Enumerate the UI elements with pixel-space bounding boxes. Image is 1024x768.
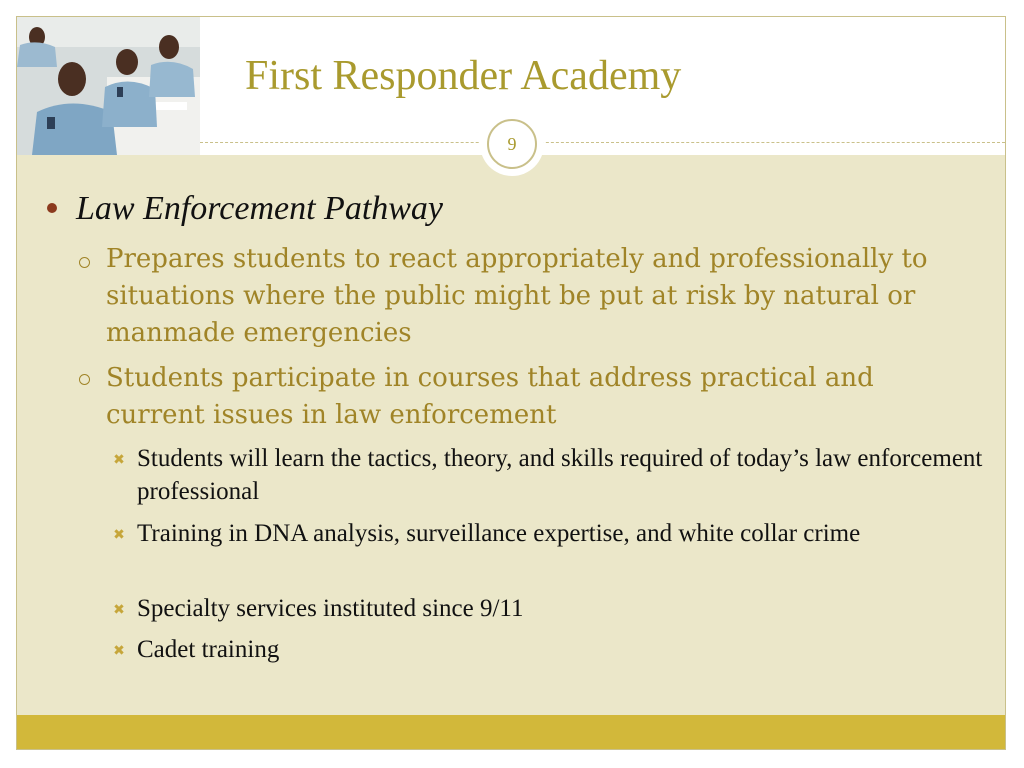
slide-number: 9: [487, 119, 537, 169]
detail-item: Cadet training: [137, 636, 280, 663]
footer-bar: [17, 715, 1005, 749]
cross-bullet-icon: ✖: [113, 602, 125, 618]
detail-item: Training in DNA analysis, surveillance expertise, and white collar crime: [137, 520, 861, 547]
title-divider: [200, 142, 1005, 143]
detail-item: Students will learn the tactics, theory, and skills required of today’s law enforcement professional: [137, 445, 983, 505]
pathway-heading: Law Enforcement Pathway: [76, 190, 444, 227]
header-photo: [17, 17, 200, 155]
hollow-circle-bullet-icon: [79, 257, 90, 268]
bullet-dot-icon: [47, 203, 57, 213]
sub-point: Students participate in courses that address practical and current issues in law enforcement: [106, 363, 874, 430]
students-in-uniform-photo: [17, 17, 200, 155]
content-area: [17, 155, 1005, 715]
cross-bullet-icon: ✖: [113, 643, 125, 659]
detail-item: Specialty services instituted since 9/11: [137, 595, 524, 622]
sub-point: Prepares students to react appropriately and professionally to situations where the public might be put at risk by natural or manmade emergencies: [106, 244, 928, 348]
cross-bullet-icon: ✖: [113, 452, 125, 468]
hollow-circle-bullet-icon: [79, 374, 90, 385]
cross-bullet-icon: ✖: [113, 527, 125, 543]
slide-title: First Responder Academy: [245, 53, 682, 99]
